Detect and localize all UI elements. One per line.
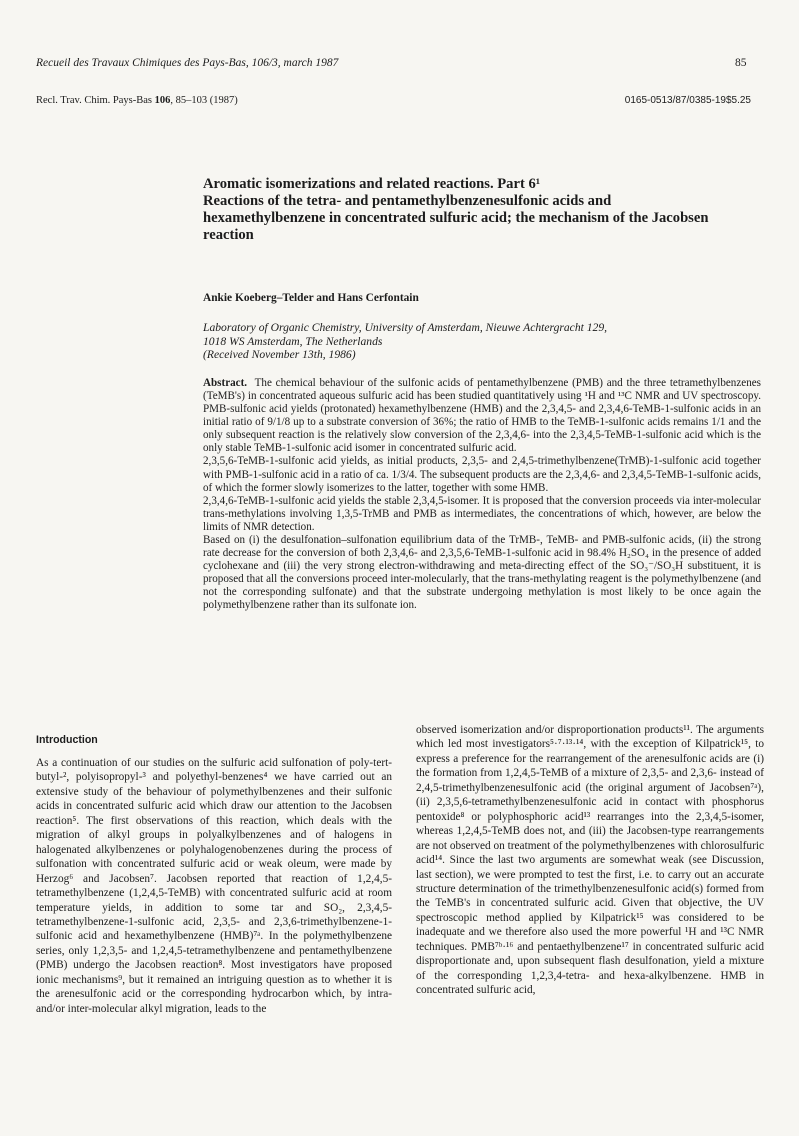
- body-column-right: [416, 723, 764, 998]
- title-line: hexamethylbenzene in concentrated sulfuric acid; the mechanism of the Jacobsen: [203, 210, 709, 226]
- abstract: [203, 377, 761, 612]
- abstract-paragraph: [203, 377, 761, 455]
- abstract-label: Abstract.: [203, 377, 248, 389]
- abstract-paragraph: 2,3,4,6-TeMB-1-sulfonic acid yields the stable 2,3,4,5-isomer. It is proposed that the conversion proceeds via inter-molecular trans-methylations involving 1,3,5-TrMB and PMB as intermediates, the concentrations of which, however, are below the limits of NMR detection.: [203, 494, 761, 533]
- citation-prefix: Recl. Trav. Chim. Pays-Bas: [36, 95, 155, 106]
- title-line: reaction: [203, 227, 254, 243]
- article-title: [203, 176, 763, 244]
- body-paragraph: observed isomerization and/or disproportionation products¹¹. The arguments which led most investigators⁵·⁷·¹³·¹⁴, with the exception of Kilpatrick¹⁵, to express a preference for the rearrangement of the arenesulfonic acids are (i) the formation from 1,2,4,5-TeMB of a mixture of 2,3,5- and 2,3,6- instead of 2,4,5-trimethylbenzenesulfonic acid (the original argument of Jacobsen⁷ᵃ), (ii) 2,3,5,6-tetramethylbenzenesulfonic acid in contact with phosphorus pentoxide⁸ or polyphosphoric acid¹³ rearranges into the 2,3,4,5-isomer, whereas 1,2,4,5-TeMB does not, and (iii) the Jacobsen-type rearrangements are not observed on treatment of the polymethylbenzenes with chlorosulfuric acid¹⁴. Since the last two arguments are somewhat weak (see Discussion, last section), we were prompted to test the first, i.e. to carry out an accurate structure determination of the trimethylbenzenesulfonic acid(s) formed from the TeMB's in concentrated sulfuric acid. Given that objective, the UV spectroscopic method applied by Kilpatrick¹⁵ was considered to be inadequate and we therefore also used the more powerful ¹H and ¹³C NMR techniques. PMB⁷ᵇ·¹⁶ and pentaethylbenzene¹⁷ in concentrated sulfuric acid disproportionate and, upon subsequent flash desulfonation, yield a mixture of the corresponding 1,2,3,4-tetra- and hexa-alkylbenzene. HMB in concentrated sulfuric acid,: [416, 724, 764, 997]
- body-column-left: [36, 756, 392, 1016]
- affiliation: [203, 321, 607, 362]
- citation-volume: 106: [154, 95, 171, 106]
- received-date: (Received November 13th, 1986): [203, 348, 356, 362]
- journal-running-header: Recueil des Travaux Chimiques des Pays-Bas, 106/3, march 1987: [36, 57, 339, 69]
- abstract-paragraph: 2,3,5,6-TeMB-1-sulfonic acid yields, as initial products, 2,3,5- and 2,4,5-trimethylbenzene(TrMB)-1-sulfonic acid together with PMB-1-sulfonic acid in a ratio of ca. 1/3/4. The subsequent products are the 2,3,4,6- and 2,3,4,5-TeMB-1-sulfonic acids, of which the former slowly isomerizes to the latter, together with some HMB.: [203, 455, 761, 494]
- affiliation-line: Laboratory of Organic Chemistry, University of Amsterdam, Nieuwe Achtergracht 129,: [203, 321, 608, 334]
- author-list: Ankie Koeberg–Telder and Hans Cerfontain: [203, 292, 419, 304]
- page-number: 85: [735, 57, 747, 69]
- abstract-paragraph: Based on (i) the desulfonation–sulfonation equilibrium data of the TrMB-, TeMB- and PMB-sulfonic acids, (ii) the strong rate decrease for the conversion of both 2,3,4,6- and 2,3,5,6-TeMB-1-sulfonic acid in 98.4% H₂SO₄ in the presence of added cyclohexane and (iii) the very strong electron-withdrawing and meta-directing effect of the SO₃⁻/SO₃H substituent, it is proposed that all the conversions proceed inter-molecularly, that the trans-methylating reagent is the polymethylbenzene (and not the corresponding sulfonate) and that the substrate undergoing methylation is most likely to be once again the polymethylbenzene rather than its sulfonate ion.: [203, 533, 761, 612]
- issn-code: 0165-0513/87/0385-19$5.25: [624, 95, 751, 106]
- citation-line: [36, 95, 238, 106]
- body-paragraph: As a continuation of our studies on the sulfuric acid sulfonation of poly-tert-butyl-², polyisopropyl-³ and polyethyl-benzenes⁴ we have carried out an extensive study of the behaviour of polymethylbenzenes and their sulfonic acids in concentrated sulfuric acid which draw our attention to the Jacobsen reaction⁵. The first observations of this reaction, which deals with the migration of alkyl groups in polyalkylbenzenes and of halogens in halogenated alkylbenzenes or polyhalogenobenzenes during the process of sulfonation with concentrated sulfuric acid or weak oleum, were made by Herzog⁶ and Jacobsen⁷. Jacobsen reported that reaction of 1,2,4,5-tetramethylbenzene (1,2,4,5-TeMB) with concentrated sulfuric acid at room temperature yields, in addition to some tar and SO₂, 2,3,4,5-tetramethylbenzene-1-sulfonic acid, 2,3,5- and 2,3,6-trimethylbenzene-1-sulfonic acid and hexamethylbenzene (HMB)⁷ᵃ. In the polymethylbenzene series, only 1,2,3,5- and 1,2,4,5-tetramethylbenzene and pentamethylbenzene (PMB) undergo the Jacobsen reaction⁸. Most investigators have proposed ionic mechanisms⁹, but it remained an intriguing question as to whether it is the arenesulfonic acid or the corresponding hydrocarbon which, by intra- and/or inter-molecular alkyl migration, leads to the: [36, 757, 392, 1015]
- abstract-text: The chemical behaviour of the sulfonic acids of pentamethylbenzene (PMB) and the three tetramethylbenzenes (TeMB's) in concentrated aqueous sulfuric acid has been studied quantitatively using ¹H and ¹³C NMR and UV spectroscopy. PMB-sulfonic acid yields (protonated) hexamethylbenzene (HMB) and the 2,3,4,5- and 2,3,4,6-TeMB-1-sulfonic acids in an initial ratio of 9/1/8 up to a substrate conversion of 36%; the ratio of HMB to the TeMB-1-sulfonic acids remains 1/1 and the only subsequent reaction is the relatively slow conversion of the 2,3,4,6- into the 2,3,4,5-TeMB-1-sulfonic acid which is the only stable TeMB-1-sulfonic acid isomer in concentrated sulfuric acid.: [203, 377, 761, 455]
- affiliation-line: 1018 WS Amsterdam, The Netherlands: [203, 334, 383, 348]
- citation-pages: , 85–103 (1987): [170, 95, 238, 106]
- introduction-heading: Introduction: [36, 734, 98, 746]
- title-line: Aromatic isomerizations and related reactions. Part 6¹: [203, 176, 541, 192]
- title-line: Reactions of the tetra- and pentamethylbenzenesulfonic acids and: [203, 193, 612, 209]
